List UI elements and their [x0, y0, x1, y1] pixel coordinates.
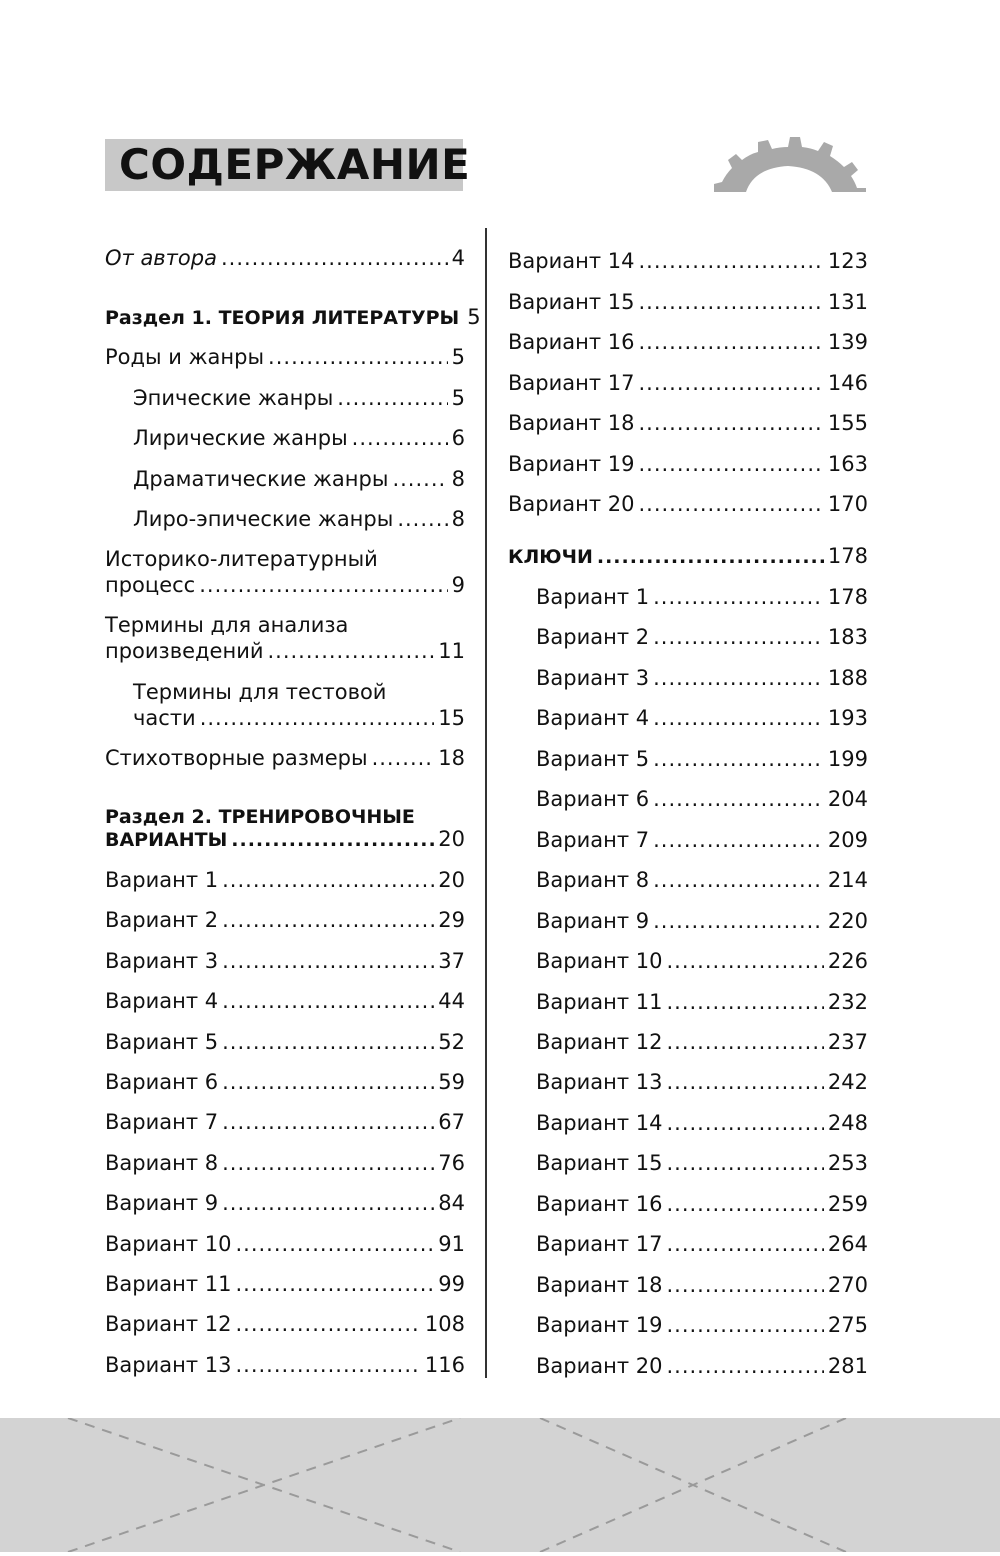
leader-dots [653, 867, 824, 893]
toc-entry[interactable] [536, 786, 868, 812]
leader-dots [268, 344, 448, 370]
leader-dots [653, 624, 824, 650]
toc-entry-label: Вариант 5 [536, 746, 650, 771]
toc-entry-label: Вариант 20 [536, 1353, 663, 1378]
toc-entry-page: 131 [827, 289, 868, 314]
toc-entry-page: 232 [827, 989, 868, 1014]
toc-entry-label: Вариант 5 [105, 1029, 219, 1054]
footer-pattern [0, 1418, 1000, 1552]
toc-entry[interactable] [508, 248, 868, 274]
leader-dots [200, 705, 435, 731]
leader-dots [222, 1109, 434, 1135]
toc-entry[interactable] [105, 948, 465, 974]
toc-entry-page: 178 [827, 585, 868, 609]
toc-entry-label: Вариант 19 [536, 1313, 663, 1338]
toc-entry-page: 139 [827, 330, 868, 354]
toc-entry-label: Вариант 4 [105, 989, 219, 1014]
toc-entry-page: 5 [451, 345, 465, 369]
toc-entry-page: 5 [451, 386, 465, 410]
leader-dots [666, 1353, 823, 1379]
toc-entry-label: Вариант 14 [508, 249, 635, 273]
leader-dots [666, 1029, 823, 1055]
leader-dots [666, 1069, 823, 1095]
toc-entry-label: Вариант 3 [536, 665, 650, 690]
leader-dots [666, 1150, 823, 1176]
leader-dots [666, 1110, 823, 1136]
toc-entry-page: 11 [438, 639, 465, 663]
toc-entry[interactable] [536, 1312, 868, 1338]
toc-entry-label: Вариант 13 [536, 1070, 663, 1095]
toc-entry-page: 5 [467, 305, 481, 329]
toc-subentry[interactable] [133, 466, 465, 492]
toc-entry-page: 209 [827, 827, 868, 852]
toc-entry-page: 44 [438, 989, 465, 1014]
toc-entry-label: Вариант 16 [536, 1191, 663, 1216]
toc-entry-label: От автора [105, 246, 217, 270]
toc-entry-page: 242 [827, 1070, 868, 1095]
toc-entry-page: 183 [827, 625, 868, 650]
toc-entry[interactable] [105, 1271, 465, 1297]
toc-entry[interactable] [536, 867, 868, 893]
toc-entry-label: ВАРИАНТЫ [105, 829, 228, 851]
toc-entry-label: Вариант 6 [536, 787, 650, 812]
toc-entry[interactable] [536, 989, 868, 1015]
toc-entry-label: Вариант 18 [536, 1272, 663, 1297]
toc-entry-label: Стихотворные размеры [105, 746, 368, 770]
toc-entry-label: Вариант 15 [536, 1151, 663, 1176]
toc-entry-page: 6 [451, 426, 465, 450]
toc-entry-label: Вариант 10 [105, 1231, 232, 1256]
leader-dots [666, 1312, 823, 1338]
toc-entry-page: 108 [424, 1312, 465, 1337]
leader-dots [666, 989, 823, 1015]
toc-entry-label: Вариант 8 [105, 1150, 219, 1175]
toc-entry-label: Вариант 7 [536, 827, 650, 852]
toc-entry-label: Вариант 8 [536, 868, 650, 893]
leader-dots [653, 827, 824, 853]
toc-entry-label: процесс [105, 573, 196, 597]
toc-entry-page: 9 [451, 573, 465, 597]
toc-entry-page: 18 [438, 746, 465, 770]
toc-entry-label: части [133, 706, 196, 730]
toc-entry[interactable] [508, 289, 868, 315]
leader-dots [222, 867, 434, 893]
toc-entry-page: 281 [827, 1353, 868, 1378]
leader-dots [638, 451, 823, 477]
toc-entry[interactable] [508, 410, 868, 436]
toc-entry-label: Вариант 17 [536, 1232, 663, 1257]
leader-dots [199, 572, 447, 598]
toc-section-heading[interactable] [105, 304, 481, 331]
toc-entry-label: Вариант 4 [536, 706, 650, 731]
toc-entry[interactable] [508, 370, 868, 396]
leader-dots [222, 1069, 434, 1095]
leader-dots [653, 786, 824, 812]
footer-band [0, 1418, 1000, 1552]
toc-entry[interactable] [508, 491, 868, 517]
toc-entry[interactable] [536, 948, 868, 974]
toc-entry-label: Вариант 15 [508, 289, 635, 314]
toc-entry[interactable] [536, 1272, 868, 1298]
leader-dots [638, 248, 823, 274]
toc-entry-label: Вариант 20 [508, 492, 635, 516]
toc-entry-label-line1: Историко-литературный [105, 547, 378, 571]
leader-dots [337, 385, 447, 411]
toc-entry-page: 237 [827, 1029, 868, 1054]
toc-entry-page: 15 [438, 706, 465, 730]
toc-entry-page: 204 [827, 787, 868, 812]
toc-entry[interactable] [105, 1069, 465, 1095]
toc-entry-label: Вариант 7 [105, 1110, 219, 1135]
toc-entry-page: 220 [827, 908, 868, 933]
toc-entry-page: 226 [827, 949, 868, 974]
toc-entry-label: Вариант 6 [105, 1070, 219, 1094]
leader-dots [653, 908, 824, 934]
toc-entry[interactable] [536, 705, 868, 731]
toc-entry[interactable] [536, 624, 868, 650]
leader-dots [653, 705, 824, 731]
leader-dots [235, 1311, 420, 1337]
toc-entry-label: Вариант 13 [105, 1352, 232, 1377]
leader-dots [372, 745, 435, 771]
toc-entry-label: Вариант 1 [105, 868, 219, 892]
toc-entry-page: 199 [827, 746, 868, 771]
toc-entry-page: 193 [827, 706, 868, 731]
toc-entry-label: Роды и жанры [105, 345, 265, 369]
toc-entry[interactable] [105, 344, 465, 370]
toc-entry-label: Вариант 9 [105, 1191, 219, 1216]
toc-entry[interactable] [105, 988, 465, 1014]
toc-entry-label: Вариант 2 [536, 625, 650, 650]
toc-entry-page: 123 [827, 249, 868, 273]
toc-entry-page: 270 [827, 1272, 868, 1297]
leader-dots [231, 827, 434, 853]
leader-dots [397, 506, 447, 532]
toc-entry[interactable] [536, 1029, 868, 1055]
leader-dots [222, 1150, 434, 1176]
leader-dots [666, 1231, 823, 1257]
toc-entry-page: 188 [827, 665, 868, 690]
toc-entry-label-line1: Термины для тестовой [133, 680, 387, 704]
leader-dots [597, 544, 824, 570]
leader-dots [653, 584, 824, 610]
leader-dots [222, 1190, 434, 1216]
toc-entry-page: 37 [438, 948, 465, 973]
leader-dots [638, 491, 823, 517]
toc-entry-page: 163 [827, 451, 868, 476]
toc-entry-label: КЛЮЧИ [508, 546, 593, 568]
toc-entry-page: 178 [827, 544, 868, 568]
toc-entry-page: 253 [827, 1151, 868, 1176]
toc-entry[interactable] [105, 572, 465, 598]
toc-entry-label: Вариант 10 [536, 949, 663, 974]
leader-dots [638, 370, 823, 396]
toc-entry-page: 20 [438, 827, 465, 851]
toc-entry[interactable] [105, 1231, 465, 1257]
toc-entry[interactable] [536, 1191, 868, 1217]
toc-entry[interactable] [105, 1109, 465, 1135]
toc-entry-label: Вариант 9 [536, 908, 650, 933]
leader-dots [392, 466, 447, 492]
leader-dots [235, 1352, 420, 1378]
toc-entry-label: Вариант 3 [105, 948, 219, 973]
toc-entry[interactable] [536, 1069, 868, 1095]
leader-dots [666, 948, 823, 974]
toc-entry-label: Вариант 17 [508, 370, 635, 395]
page-title: СОДЕРЖАНИЕ [119, 140, 471, 189]
toc-entry-page: 59 [438, 1070, 465, 1094]
leader-dots [638, 329, 823, 355]
toc-entry-label: Вариант 12 [536, 1029, 663, 1054]
toc-entry-page: 4 [451, 246, 465, 270]
leader-dots [222, 1029, 434, 1055]
toc-subentry[interactable] [133, 425, 465, 451]
toc-entry[interactable] [536, 665, 868, 691]
toc-entry-label: Вариант 12 [105, 1312, 232, 1337]
leader-dots [267, 638, 434, 664]
toc-entry[interactable] [105, 1352, 465, 1378]
toc-entry-page: 264 [827, 1232, 868, 1257]
leader-dots [638, 289, 823, 315]
leader-dots [222, 948, 434, 974]
toc-entry[interactable] [105, 1311, 465, 1337]
toc-entry-page: 76 [438, 1150, 465, 1175]
toc-entry-label: Вариант 18 [508, 411, 635, 435]
toc-entry-page: 214 [827, 868, 868, 893]
toc-entry-label: Вариант 14 [536, 1110, 663, 1135]
toc-entry-label: Вариант 11 [536, 989, 663, 1014]
toc-entry[interactable] [508, 329, 868, 355]
toc-subentry[interactable] [133, 506, 465, 532]
toc-entry-page: 29 [438, 908, 465, 933]
toc-entry[interactable] [105, 245, 465, 271]
leader-dots [235, 1231, 434, 1257]
toc-entry[interactable] [536, 1231, 868, 1257]
toc-entry-page: 20 [438, 868, 465, 892]
toc-entry-label: Вариант 1 [536, 585, 650, 609]
toc-entry[interactable] [105, 1190, 465, 1216]
leader-dots [666, 1272, 823, 1298]
toc-entry-label: Вариант 2 [105, 908, 219, 933]
leader-dots [653, 665, 824, 691]
toc-entry-page: 52 [438, 1029, 465, 1054]
toc-entry[interactable] [105, 867, 465, 893]
toc-entry-page: 67 [438, 1110, 465, 1135]
toc-entry-page: 259 [827, 1191, 868, 1216]
toc-entry-page: 170 [827, 492, 868, 516]
toc-entry[interactable] [536, 1353, 868, 1379]
toc-entry[interactable] [536, 908, 868, 934]
toc-entry-page: 116 [424, 1352, 465, 1377]
toc-entry-label-line1: Раздел 2. ТРЕНИРОВОЧНЫЕ [105, 806, 415, 828]
toc-entry-label: Вариант 16 [508, 330, 635, 354]
leader-dots [666, 1191, 823, 1217]
toc-entry-label: Драматические жанры [133, 467, 389, 491]
toc-entry[interactable] [105, 1150, 465, 1176]
toc-entry-page: 248 [827, 1110, 868, 1135]
toc-entry-label: Эпические жанры [133, 386, 334, 410]
toc-entry[interactable] [536, 1150, 868, 1176]
toc-entry-label: Раздел 1. ТЕОРИЯ ЛИТЕРАТУРЫ [105, 307, 460, 329]
leader-dots [653, 746, 824, 772]
toc-entry-page: 91 [438, 1231, 465, 1256]
toc-entry[interactable] [536, 746, 868, 772]
toc-entry-page: 146 [827, 370, 868, 395]
gear-icon [710, 128, 870, 194]
toc-entry[interactable] [105, 1029, 465, 1055]
toc-entry-page: 275 [827, 1313, 868, 1338]
toc-subentry[interactable] [133, 705, 465, 731]
toc-section-heading[interactable] [508, 543, 868, 570]
toc-entry[interactable] [536, 584, 868, 610]
leader-dots [221, 245, 448, 271]
toc-entry[interactable] [105, 907, 465, 933]
leader-dots [222, 988, 434, 1014]
toc-entry[interactable] [536, 1110, 868, 1136]
toc-entry[interactable] [105, 745, 465, 771]
toc-entry-page: 8 [451, 507, 465, 531]
toc-entry-label: Вариант 11 [105, 1272, 232, 1296]
leader-dots [235, 1271, 434, 1297]
leader-dots [352, 425, 448, 451]
toc-entry[interactable] [105, 638, 465, 664]
leader-dots [638, 410, 823, 436]
toc-entry-page: 155 [827, 411, 868, 435]
leader-dots [222, 907, 434, 933]
toc-entry-label: Лирические жанры [133, 426, 348, 450]
toc-entry-label: Вариант 19 [508, 451, 635, 476]
toc-entry[interactable] [536, 827, 868, 853]
toc-entry[interactable] [508, 451, 868, 477]
toc-entry-label-line1: Термины для анализа [105, 613, 349, 637]
toc-entry-page: 8 [451, 467, 465, 491]
toc-section-heading[interactable] [105, 826, 465, 853]
column-divider [485, 228, 487, 1378]
toc-entry-label: Лиро-эпические жанры [133, 507, 394, 531]
toc-entry-label: произведений [105, 639, 264, 663]
toc-entry-page: 84 [438, 1191, 465, 1216]
toc-entry-page: 99 [438, 1272, 465, 1296]
toc-subentry[interactable] [133, 385, 465, 411]
